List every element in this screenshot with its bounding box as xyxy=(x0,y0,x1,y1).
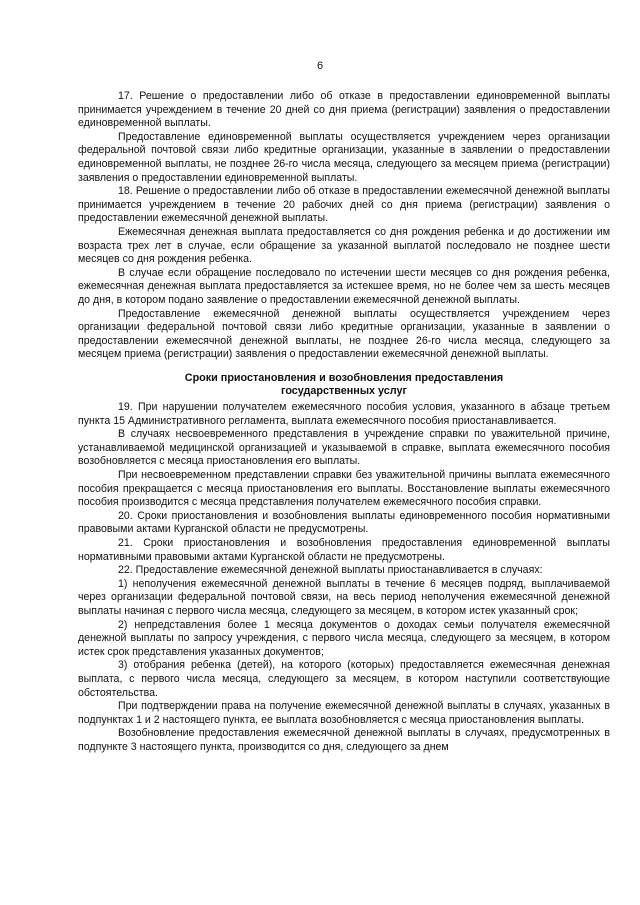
paragraph: В случае если обращение последовало по истечении шести месяцев со дня рождения ребенка, ежемесячная денежная выплата предоставляется за истекшее время, но не более чем за шесть месяцев до дня, в котором подано заявление о предоставлении ежемесячной денежной выплаты. xyxy=(78,266,610,306)
paragraph: 18. Решение о предоставлении либо об отказе в предоставлении ежемесячной денежной выплаты принимается учреждением в течение 20 рабочих дней со дня приема (регистрации) заявления о предоставлении ежемесячной денежной выплаты. xyxy=(78,185,610,225)
paragraph: 1) неполучения ежемесячной денежной выплаты в течение 6 месяцев подряд, выплачиваемой через организации федеральной почтовой связи, на весь период неполучения ежемесячной денежной выплаты начиная с первого числа месяца, следующего за месяцем, в котором истек указанный срок; xyxy=(78,577,610,617)
paragraph: 3) отобрания ребенка (детей), на которого (которых) предоставляется ежемесячная денежная выплата, с первого числа месяца, следующего за месяцем, в котором наступили соответствующие обстоятельства. xyxy=(78,659,610,699)
paragraph: Предоставление единовременной выплаты осуществляется учреждением через организации федеральной почтовой связи либо кредитные организации, указанные в заявлении о предоставлении единовременной выплаты, не позднее 26-го числа месяца, следующего за месяцем приема (регистрации) заявления о предоставлении единовременной выплаты. xyxy=(78,130,610,184)
paragraph: Предоставление ежемесячной денежной выплаты осуществляется учреждением через организации федеральной почтовой связи либо кредитные организации, указанные в заявлении о предоставлении ежемесячной денежной выплаты, не позднее 26-го числа месяца, следующего за месяцем приема (регистрации) заявления о предоставлении ежемесячной денежной выплаты. xyxy=(78,307,610,361)
paragraph: При несвоевременном представлении справки без уважительной причины выплата ежемесячного пособия прекращается с месяца приостановления его выплаты. Восстановление выплаты ежемесячного пособия производится с месяца представления получателем ежемесячного пособия справки. xyxy=(78,469,610,509)
paragraph: Ежемесячная денежная выплата предоставляется со дня рождения ребенка и до достижении им возраста трех лет в случае, если обращение за указанной выплатой последовало не позднее шести месяцев со дня рождения ребенка. xyxy=(78,225,610,266)
section-heading xyxy=(78,372,610,399)
document-body xyxy=(78,90,610,755)
paragraph: При подтверждении права на получение ежемесячной денежной выплаты в случаях, указанных в подпунктах 1 и 2 настоящего пункта, ее выплата возобновляется с месяца приостановления выплаты. xyxy=(78,700,610,726)
section-heading-line1: Сроки приостановления и возобновления предоставления xyxy=(184,371,504,384)
paragraph: 2) непредставления более 1 месяца документов о доходах семьи получателя ежемесячной денежной выплаты по запросу учреждения, с первого числа месяца, следующего за месяцем, в котором истек срок представления указанных документов; xyxy=(78,618,610,658)
page-number: 6 xyxy=(316,60,324,72)
paragraph: Возобновление предоставления ежемесячной денежной выплаты в случаях, предусмотренных в подпункте 3 настоящего пункта, производится со дня, следующего за днем xyxy=(78,727,610,753)
section-heading-line2: государственных услуг xyxy=(280,385,408,398)
paragraph: 17. Решение о предоставлении либо об отказе в предоставлении единовременной выплаты принимается учреждением в течение 20 дней со дня приема (регистрации) заявления о предоставлении единовременной выплаты. xyxy=(78,90,610,130)
paragraph: В случаях несвоевременного представления в учреждение справки по уважительной причине, устанавливаемой медицинской организацией и указываемой в справке, выплата ежемесячного пособия возобновляется с месяца приостановления его выплаты. xyxy=(78,428,610,468)
paragraph: 20. Сроки приостановления и возобновления выплаты единовременного пособия нормативными правовыми актами Курганской области не предусмотрены. xyxy=(78,509,610,536)
paragraph: 19. При нарушении получателем ежемесячного пособия условия, указанного в абзаце третьем пункта 15 Административного регламента, выплата ежемесячного пособия приостанавливается. xyxy=(78,401,610,427)
paragraph: 21. Сроки приостановления и возобновления предоставления единовременной выплаты нормативными правовыми актами Курганской области не предусмотрены. xyxy=(78,537,610,563)
paragraph: 22. Предоставление ежемесячной денежной выплаты приостанавливается в случаях: xyxy=(118,564,543,577)
